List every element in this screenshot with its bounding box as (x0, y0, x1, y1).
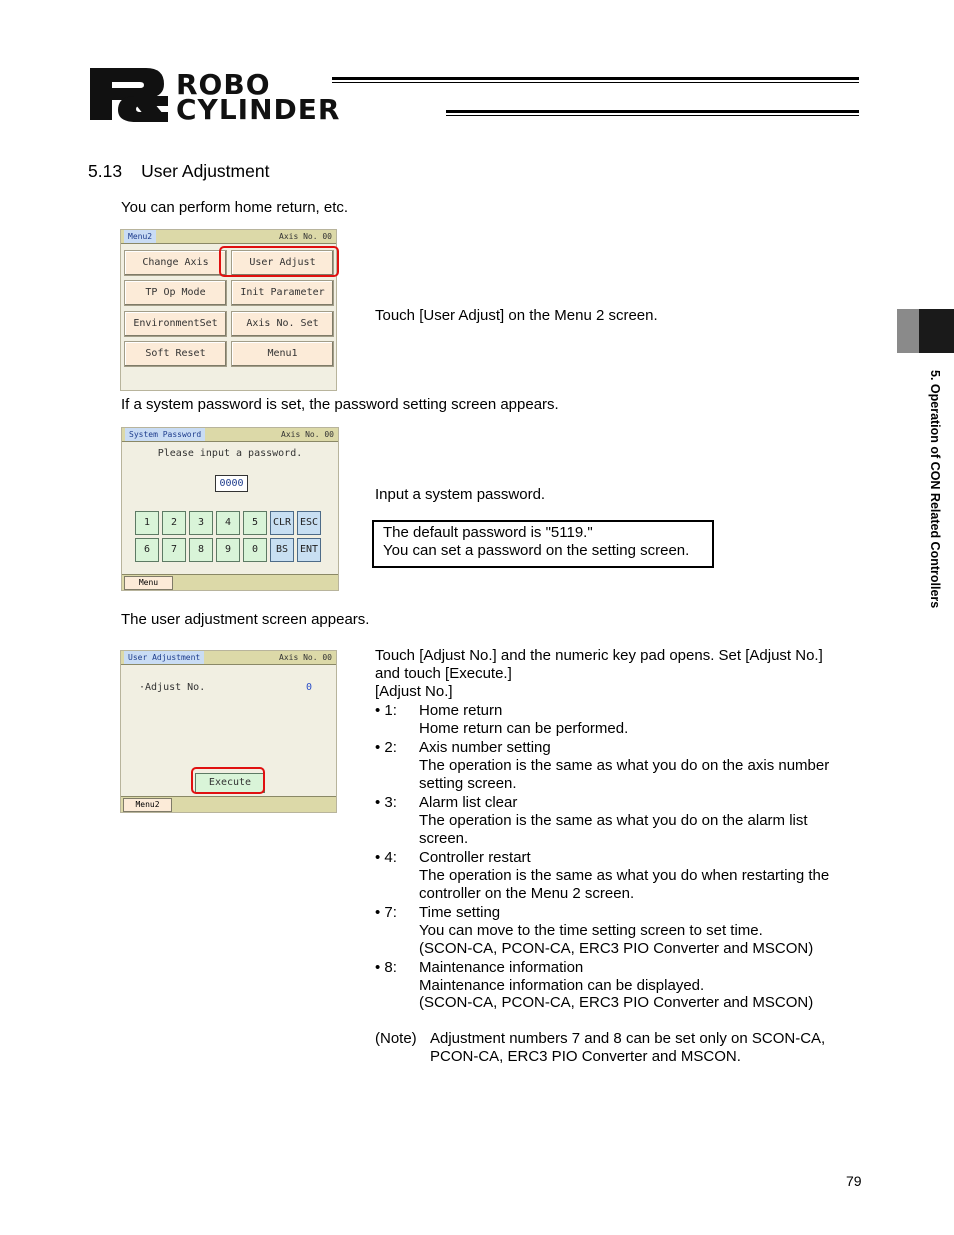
execute-highlight (191, 767, 265, 794)
useradj-intro-text: The user adjustment screen appears. (121, 611, 370, 628)
password-titlebar (122, 428, 338, 442)
user-adjust-highlight (219, 246, 339, 277)
menu2-title: Menu2 (124, 230, 156, 243)
item-7-desc-2: (SCON-CA, PCON-CA, ERC3 PIO Converter and MSCON) (419, 940, 814, 957)
key-3[interactable]: 3 (189, 511, 213, 535)
section-title: User Adjustment (141, 161, 270, 181)
adjust-no-label: ·Adjust No. (139, 682, 206, 693)
key-bs[interactable]: BS (270, 538, 294, 562)
item-7-bullet: • 7: (375, 904, 397, 921)
svg-text:ROBO: ROBO (176, 68, 271, 101)
key-6[interactable]: 6 (135, 538, 159, 562)
adjust-no-value[interactable]: 0 (306, 682, 313, 693)
init-parameter-button[interactable]: Init Parameter (231, 280, 334, 306)
execute-button[interactable]: Execute (195, 773, 265, 793)
key-4[interactable]: 4 (216, 511, 240, 535)
key-1[interactable]: 1 (135, 511, 159, 535)
change-axis-button[interactable]: Change Axis (124, 250, 227, 276)
axis-no-set-button[interactable]: Axis No. Set (231, 311, 334, 337)
item-4-name: Controller restart (419, 849, 531, 866)
page-number: 79 (846, 1173, 862, 1189)
logo-rule-bottom (446, 110, 859, 113)
logo-rule-top-thin (332, 82, 859, 83)
note-text-2: PCON-CA, ERC3 PIO Converter and MSCON. (430, 1048, 741, 1065)
item-4-desc-1: The operation is the same as what you do when restarting the (419, 867, 830, 884)
password-screen (121, 427, 339, 591)
side-tab-label: 5. Operation of CON Related Controllers (928, 370, 942, 609)
desc-line1: Touch [Adjust No.] and the numeric key pad opens. Set [Adjust No.] (375, 647, 823, 664)
menu-button[interactable]: Menu (124, 576, 173, 590)
password-footer (122, 574, 338, 590)
item-4-bullet: • 4: (375, 849, 397, 866)
useradj-title: User Adjustment (124, 651, 204, 664)
item-3-name: Alarm list clear (419, 794, 518, 811)
key-5[interactable]: 5 (243, 511, 267, 535)
key-0[interactable]: 0 (243, 538, 267, 562)
key-7[interactable]: 7 (162, 538, 186, 562)
note-text-1: Adjustment numbers 7 and 8 can be set only on SCON-CA, (430, 1030, 826, 1047)
password-prompt: Please input a password. (157, 448, 303, 459)
section-number: 5.13 (88, 161, 123, 181)
logo-rule-bottom-thin (446, 115, 859, 116)
item-1-desc: Home return can be performed. (419, 720, 629, 737)
environment-set-button[interactable]: EnvironmentSet (124, 311, 227, 337)
key-9[interactable]: 9 (216, 538, 240, 562)
section-heading (88, 160, 269, 182)
item-2-name: Axis number setting (419, 739, 551, 756)
step1-text: Touch [User Adjust] on the Menu 2 screen. (375, 307, 658, 324)
key-clr[interactable]: CLR (270, 511, 294, 535)
desc-line3: [Adjust No.] (375, 683, 453, 700)
side-tab-dark (919, 309, 954, 353)
key-2[interactable]: 2 (162, 511, 186, 535)
item-4-desc-2: controller on the Menu 2 screen. (419, 885, 635, 902)
useradj-titlebar (121, 651, 336, 665)
item-8-desc-1: Maintenance information can be displayed. (419, 977, 705, 994)
item-2-desc-1: The operation is the same as what you do on the axis number (419, 757, 830, 774)
note-label: (Note) (375, 1030, 417, 1047)
user-adjust-button[interactable]: User Adjust (231, 250, 334, 276)
password-intro-text: If a system password is set, the password setting screen appears. (121, 396, 559, 413)
item-7-desc-1: You can move to the time setting screen to set time. (419, 922, 763, 939)
menu1-button[interactable]: Menu1 (231, 341, 334, 367)
menu2-axis: Axis No. 00 (279, 232, 332, 241)
logo-rule-top (332, 77, 859, 80)
soft-reset-button[interactable]: Soft Reset (124, 341, 227, 367)
password-input[interactable]: 0000 (215, 475, 248, 492)
key-ent[interactable]: ENT (297, 538, 321, 562)
item-8-name: Maintenance information (419, 959, 584, 976)
item-8-desc-2: (SCON-CA, PCON-CA, ERC3 PIO Converter and MSCON) (419, 994, 814, 1011)
default-password-note (372, 520, 714, 568)
menu2-titlebar (121, 230, 336, 244)
desc-line2: and touch [Execute.] (375, 665, 512, 682)
key-esc[interactable]: ESC (297, 511, 321, 535)
svg-text:CYLINDER: CYLINDER (176, 93, 341, 124)
item-1-bullet: • 1: (375, 702, 397, 719)
item-1-name: Home return (419, 702, 503, 719)
tp-op-mode-button[interactable]: TP Op Mode (124, 280, 227, 306)
item-7-name: Time setting (419, 904, 501, 921)
note-line1: The default password is "5119." (383, 524, 593, 541)
menu2-button[interactable]: Menu2 (123, 798, 172, 812)
item-3-desc-2: screen. (419, 830, 469, 847)
side-tab-gray (897, 309, 919, 353)
item-8-bullet: • 8: (375, 959, 397, 976)
item-3-desc-1: The operation is the same as what you do on the alarm list (419, 812, 808, 829)
useradj-footer (121, 796, 336, 812)
useradj-axis: Axis No. 00 (279, 653, 332, 662)
key-8[interactable]: 8 (189, 538, 213, 562)
note-line2: You can set a password on the setting screen. (383, 542, 690, 559)
step2-text: Input a system password. (375, 486, 546, 503)
robo-cylinder-logo (88, 66, 440, 124)
item-2-bullet: • 2: (375, 739, 397, 756)
item-2-desc-2: setting screen. (419, 775, 517, 792)
password-axis: Axis No. 00 (281, 430, 334, 439)
intro-text: You can perform home return, etc. (121, 199, 349, 216)
password-title: System Password (125, 428, 205, 441)
item-3-bullet: • 3: (375, 794, 397, 811)
